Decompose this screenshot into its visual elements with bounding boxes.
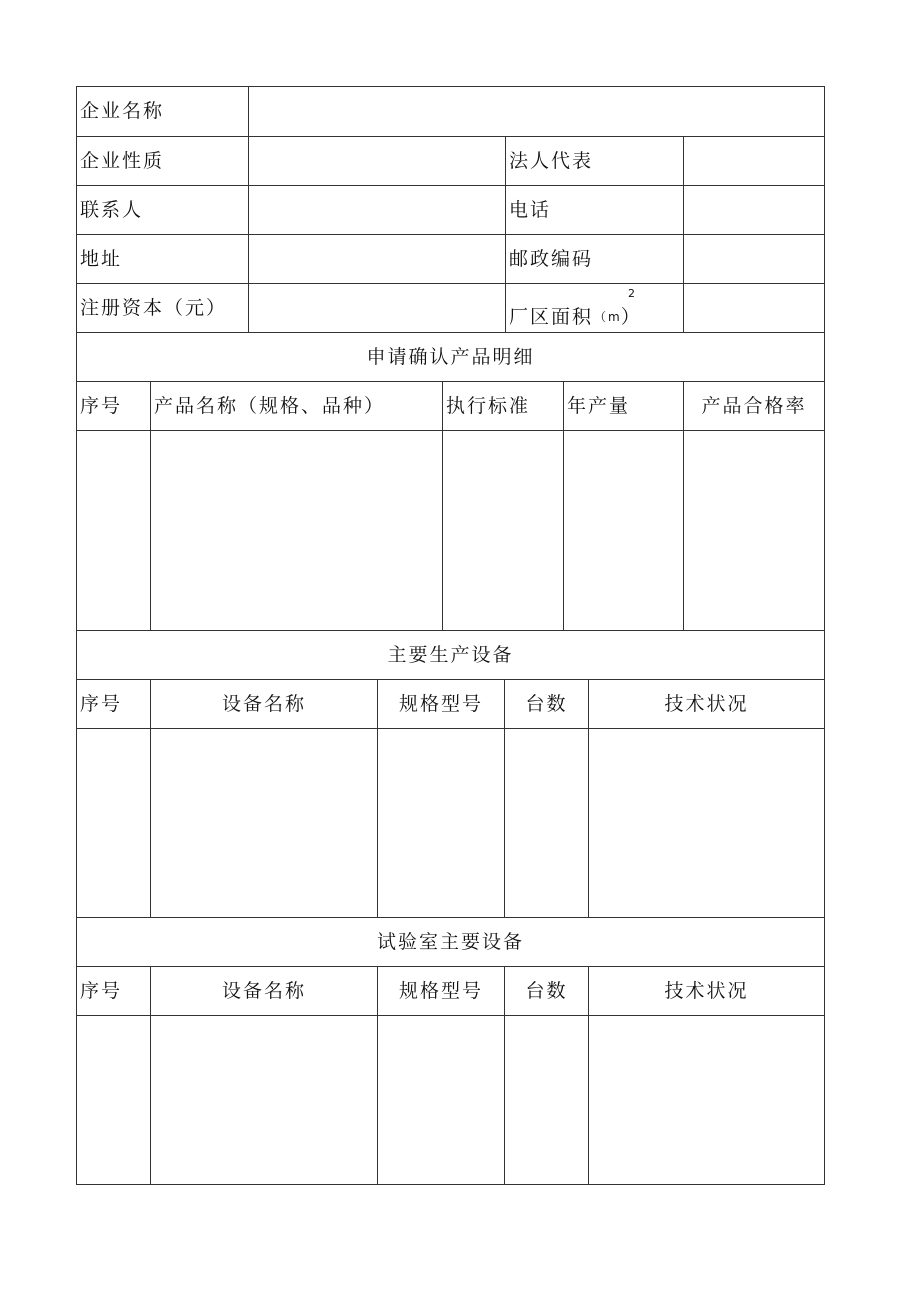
products-standard-cell[interactable] — [442, 430, 563, 630]
lab-equipment-title: 试验室主要设备 — [76, 917, 825, 966]
company-type-field[interactable] — [248, 136, 505, 185]
phone-label: 电话 — [505, 185, 683, 234]
lab-eq-seq-cell[interactable] — [76, 1015, 150, 1185]
products-col-seq: 序号 — [76, 381, 150, 430]
prod-eq-col-status: 技术状况 — [588, 679, 825, 728]
lab-eq-count-cell[interactable] — [504, 1015, 588, 1185]
contact-field[interactable] — [248, 185, 505, 234]
products-section-title: 申请确认产品明细 — [76, 332, 825, 381]
prod-eq-name-cell[interactable] — [150, 728, 377, 917]
prod-eq-col-seq: 序号 — [76, 679, 150, 728]
legal-rep-field[interactable] — [683, 136, 825, 185]
phone-field[interactable] — [683, 185, 825, 234]
prod-eq-col-model: 规格型号 — [377, 679, 504, 728]
row-contact — [76, 185, 825, 234]
lab-eq-col-count: 台数 — [504, 966, 588, 1015]
lab-eq-col-seq: 序号 — [76, 966, 150, 1015]
products-data-row — [76, 430, 825, 630]
lab-equipment-section-header — [76, 917, 825, 966]
production-equipment-section-header — [76, 630, 825, 679]
products-section-header — [76, 332, 825, 381]
products-name-cell[interactable] — [150, 430, 442, 630]
postal-code-label: 邮政编码 — [505, 234, 683, 283]
lab-equipment-data-row — [76, 1015, 825, 1185]
row-address — [76, 234, 825, 283]
production-equipment-header-row — [76, 679, 825, 728]
prod-eq-model-cell[interactable] — [377, 728, 504, 917]
products-seq-cell[interactable] — [76, 430, 150, 630]
row-company-name — [76, 86, 825, 136]
address-label: 地址 — [76, 234, 248, 283]
products-col-pass-rate: 产品合格率 — [683, 381, 825, 430]
factory-area-field[interactable] — [683, 283, 825, 332]
products-header-row — [76, 381, 825, 430]
lab-eq-status-cell[interactable] — [588, 1015, 825, 1185]
address-field[interactable] — [248, 234, 505, 283]
lab-eq-model-cell[interactable] — [377, 1015, 504, 1185]
prod-eq-count-cell[interactable] — [504, 728, 588, 917]
company-type-label: 企业性质 — [76, 136, 248, 185]
area-unit-close: ） — [620, 305, 642, 328]
factory-area-label — [505, 283, 683, 332]
lab-eq-col-status: 技术状况 — [588, 966, 825, 1015]
prod-eq-status-cell[interactable] — [588, 728, 825, 917]
company-name-field[interactable] — [248, 86, 825, 136]
row-capital — [76, 283, 825, 332]
production-equipment-title: 主要生产设备 — [76, 630, 825, 679]
postal-code-field[interactable] — [683, 234, 825, 283]
factory-area-text: 厂区面积 — [509, 305, 594, 328]
lab-equipment-header-row — [76, 966, 825, 1015]
lab-eq-col-name: 设备名称 — [150, 966, 377, 1015]
prod-eq-col-name: 设备名称 — [150, 679, 377, 728]
area-unit-open: （ — [594, 310, 607, 324]
products-col-output: 年产量 — [563, 381, 683, 430]
area-unit: m — [608, 310, 620, 324]
prod-eq-col-count: 台数 — [504, 679, 588, 728]
row-company-type — [76, 136, 825, 185]
prod-eq-seq-cell[interactable] — [76, 728, 150, 917]
contact-label: 联系人 — [76, 185, 248, 234]
products-col-name: 产品名称（规格、品种） — [150, 381, 442, 430]
company-name-label: 企业名称 — [76, 86, 248, 136]
products-output-cell[interactable] — [563, 430, 683, 630]
lab-eq-name-cell[interactable] — [150, 1015, 377, 1185]
production-equipment-data-row — [76, 728, 825, 917]
registered-capital-label: 注册资本（元） — [76, 283, 248, 332]
area-superscript: 2 — [628, 287, 635, 300]
lab-eq-col-model: 规格型号 — [377, 966, 504, 1015]
products-col-standard: 执行标准 — [442, 381, 563, 430]
products-pass-rate-cell[interactable] — [683, 430, 825, 630]
legal-rep-label: 法人代表 — [505, 136, 683, 185]
registered-capital-field[interactable] — [248, 283, 505, 332]
